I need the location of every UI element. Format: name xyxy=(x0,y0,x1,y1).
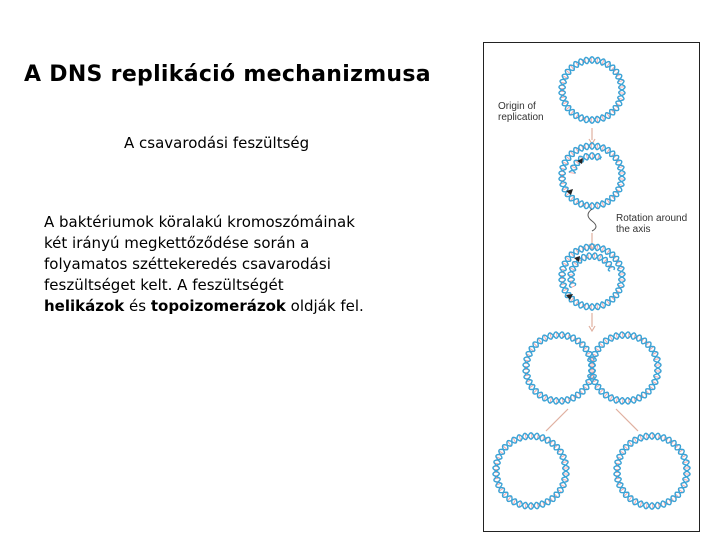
chromosome-circle-1 xyxy=(559,57,625,123)
body-text: oldják fel. xyxy=(285,297,364,315)
slide-title: A DNS replikáció mechanizmusa xyxy=(24,62,431,87)
term-topoisomerases: topoizomerázok xyxy=(150,297,286,315)
split-arrow-left xyxy=(546,409,568,431)
rotation-label-line: Rotation around xyxy=(616,213,688,224)
daughter-chromosome-left xyxy=(493,433,569,509)
chromosome-circle-3 xyxy=(559,244,625,310)
rotation-label xyxy=(616,213,687,235)
body-line: két irányú megkettőződése során a xyxy=(44,234,310,252)
rotation-curl-icon xyxy=(588,209,596,231)
origin-label-line: replication xyxy=(498,112,544,123)
daughter-chromosome-right xyxy=(614,433,690,509)
body-text: és xyxy=(124,297,151,315)
split-arrow-right xyxy=(616,409,638,431)
body-line: feszültséget kelt. A feszültségét xyxy=(44,276,284,294)
term-helicases: helikázok xyxy=(44,297,125,315)
replication-figure xyxy=(483,42,700,532)
body-paragraph xyxy=(44,212,444,317)
rotation-label-line: the axis xyxy=(616,224,651,235)
origin-label xyxy=(498,101,544,123)
daughter-circle-right xyxy=(589,332,661,404)
base-pair-rung xyxy=(572,286,575,288)
body-line xyxy=(44,296,444,317)
origin-label-line: Origin of xyxy=(498,101,536,112)
body-line: folyamatos széttekeredés csavarodási xyxy=(44,255,331,273)
body-line: A baktériumok köralakú kromoszómáinak xyxy=(44,213,355,231)
daughter-circle-left xyxy=(523,332,595,404)
slide-subtitle: A csavarodási feszültség xyxy=(124,134,310,152)
